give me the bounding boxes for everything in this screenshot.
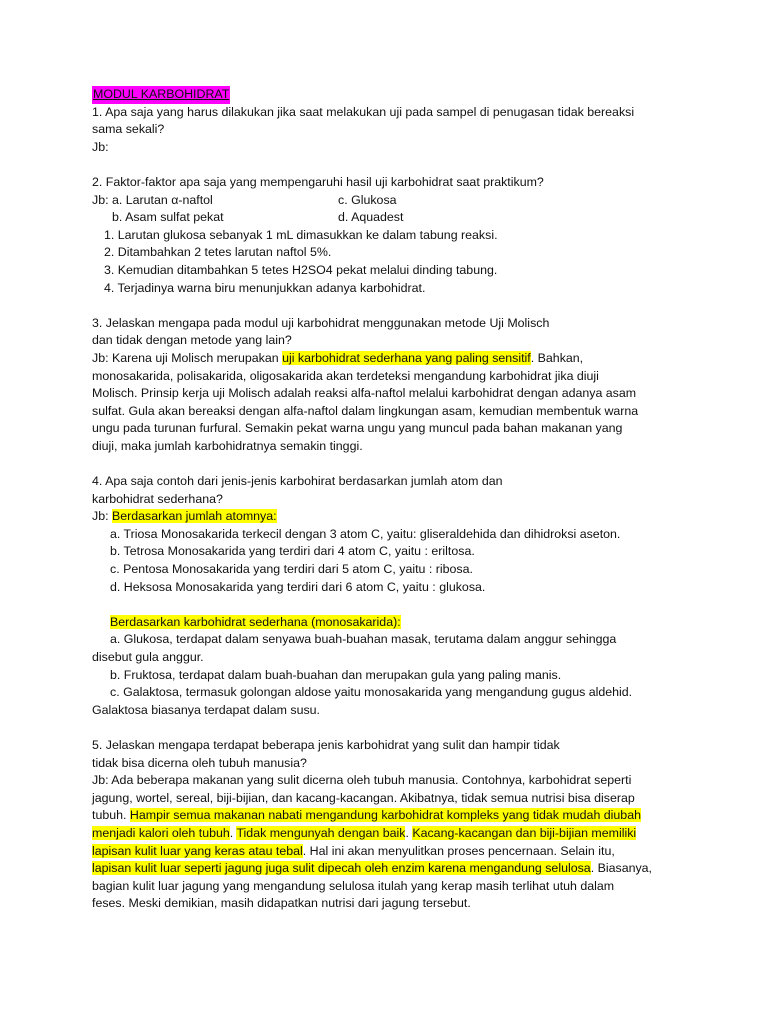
q5-answer-5 bbox=[92, 843, 682, 861]
q5-text: . Biasanya, bbox=[590, 861, 653, 876]
module-title: MODUL KARBOHIDRAT bbox=[92, 86, 230, 104]
q1-text-1: 1. Apa saja yang harus dilakukan jika saat melakukan uji pada sampel di penugasan tidak bereaksi bbox=[92, 104, 635, 119]
highlighted-text: Tidak mengunyah dengan baik bbox=[236, 825, 406, 840]
q2-steps-list bbox=[92, 227, 682, 297]
list-item: a. Triosa Monosakarida terkecil dengan 3 atom C, yaitu: gliseraldehida dan dihidroksi aseton. bbox=[110, 526, 621, 541]
list-item-continuation: disebut gula anggur. bbox=[92, 650, 204, 664]
q3-answer-3: Molisch. Prinsip kerja uji Molisch adalah reaksi alfa-naftol melalui karbohidrat dengan adanya asam bbox=[92, 386, 637, 401]
document-body bbox=[92, 86, 682, 913]
highlighted-text: menjadi kalori oleh tubuh bbox=[92, 825, 230, 840]
title-line bbox=[92, 86, 682, 104]
q1-text-2: sama sekali? bbox=[92, 122, 165, 137]
spacer bbox=[92, 297, 682, 315]
q5-question-2: tidak bisa dicerna oleh tubuh manusia? bbox=[92, 755, 307, 770]
q3-answer-2: monosakarida, polisakarida, oligosakarida akan terdeteksi mengandung karbohidrat jika diuji bbox=[92, 368, 599, 383]
q5-text: tubuh. bbox=[92, 808, 130, 823]
q5-answer-6 bbox=[92, 860, 682, 878]
q5-answer-4 bbox=[92, 825, 682, 843]
q5-answer-1: Jb: Ada beberapa makanan yang sulit dicerna oleh tubuh manusia. Contohnya, karbohidrat seperti bbox=[92, 773, 632, 788]
list-item: c. Galaktosa, termasuk golongan aldose yaitu monosakarida yang mengandung gugus aldehid. bbox=[110, 685, 633, 700]
highlighted-text: Kacang-kacangan dan biji-bijian memiliki bbox=[412, 825, 637, 840]
q5-text: . bbox=[405, 825, 413, 840]
q5-question-1: 5. Jelaskan mengapa terdapat beberapa jenis karbohidrat yang sulit dan hampir tidak bbox=[92, 737, 560, 752]
q2-options-row-2 bbox=[92, 209, 682, 227]
spacer bbox=[92, 719, 682, 737]
q3-answer-1 bbox=[92, 350, 682, 368]
q5-answer-7: bagian kulit luar jagung yang mengandung selulosa itulah yang kerap masih terlihat utuh dalam bbox=[92, 878, 615, 893]
q4-answer-heading-2 bbox=[92, 614, 682, 632]
q4-answer-heading-1 bbox=[92, 508, 682, 526]
q3-answer-suffix: . Bahkan, bbox=[530, 350, 584, 365]
q5-text: . bbox=[229, 825, 237, 840]
list-item: 3. Kemudian ditambahkan 5 tetes H2SO4 pekat melalui dinding tabung. bbox=[104, 262, 498, 277]
list-item: b. Tetrosa Monosakarida yang terdiri dari 4 atom C, yaitu : eriltosa. bbox=[110, 544, 475, 559]
list-item: 2. Ditambahkan 2 tetes larutan naftol 5%. bbox=[104, 245, 332, 260]
list-item: b. Fruktosa, terdapat dalam buah-buahan dan merupakan gula yang paling manis. bbox=[110, 667, 562, 682]
q5-text: . Hal ini akan menyulitkan proses pencernaan. Selain itu, bbox=[302, 843, 615, 858]
list-item: a. Glukosa, terdapat dalam senyawa buah-buahan masak, terutama dalam anggur sehingga bbox=[110, 632, 617, 647]
highlighted-text: Hampir semua makanan nabati mengandung karbohidrat kompleks yang tidak mudah diubah bbox=[129, 808, 641, 823]
list-item: 4. Terjadinya warna biru menunjukkan adanya karbohidrat. bbox=[104, 280, 426, 295]
q3-question-2: dan tidak dengan metode yang lain? bbox=[92, 333, 292, 348]
q2-options-row-1 bbox=[92, 192, 682, 210]
q5-answer-8: feses. Meski demikian, masih didapatkan nutrisi dari jagung tersebut. bbox=[92, 896, 471, 911]
q2-option-c: c. Glukosa bbox=[338, 192, 397, 207]
q3-answer-6: diuji, maka jumlah karbohidratnya semakin tinggi. bbox=[92, 438, 363, 453]
q3-answer-4: sulfat. Gula akan bereaksi dengan alfa-naftol dalam lingkungan asam, kemudian membentuk warna bbox=[92, 403, 639, 418]
q3-answer-5: ungu pada turunan furfural. Semakin pekat warna ungu yang muncul pada bahan makanan yang bbox=[92, 421, 623, 436]
highlighted-text: Berdasarkan karbohidrat sederhana (monosakarida): bbox=[110, 614, 401, 629]
list-item-continuation: Galaktosa biasanya terdapat dalam susu. bbox=[92, 702, 320, 717]
q5-answer-2: jagung, wortel, sereal, biji-bijian, dan kacang-kacangan. Akibatnya, tidak semua nutrisi bisa diserap bbox=[92, 790, 635, 805]
q2-question: 2. Faktor-faktor apa saja yang mempengaruhi hasil uji karbohidrat saat praktikum? bbox=[92, 174, 544, 189]
q5-answer-3 bbox=[92, 807, 682, 825]
list-item: d. Heksosa Monosakarida yang terdiri dari 6 atom C, yaitu : glukosa. bbox=[110, 579, 486, 594]
highlighted-text: Berdasarkan jumlah atomnya: bbox=[111, 509, 277, 524]
q2-option-a: Jb: a. Larutan α-naftol bbox=[92, 192, 213, 207]
q4-question-1: 4. Apa saja contoh dari jenis-jenis karbohirat berdasarkan jumlah atom dan bbox=[92, 474, 503, 489]
list-item: c. Pentosa Monosakarida yang terdiri dari 5 atom C, yaitu : ribosa. bbox=[110, 562, 473, 577]
list-item: 1. Larutan glukosa sebanyak 1 mL dimasukkan ke dalam tabung reaksi. bbox=[104, 227, 498, 242]
spacer bbox=[92, 596, 682, 614]
q3-answer-prefix: Jb: Karena uji Molisch merupakan bbox=[92, 350, 283, 365]
q2-option-b: b. Asam sulfat pekat bbox=[112, 210, 224, 225]
q4-question-2: karbohidrat sederhana? bbox=[92, 491, 223, 506]
q4-answer-prefix: Jb: bbox=[92, 509, 112, 524]
spacer bbox=[92, 156, 682, 174]
highlighted-text: lapisan kulit luar seperti jagung juga sulit dipecah oleh enzim karena mengandung selulosa bbox=[92, 861, 591, 876]
q2-option-d: d. Aquadest bbox=[338, 210, 404, 225]
highlighted-text: lapisan kulit luar yang keras atau tebal bbox=[92, 843, 303, 858]
highlighted-text: uji karbohidrat sederhana yang paling sensitif bbox=[282, 350, 531, 365]
spacer bbox=[92, 455, 682, 473]
q1-answer: Jb: bbox=[92, 139, 109, 154]
q3-question-1: 3. Jelaskan mengapa pada modul uji karbohidrat menggunakan metode Uji Molisch bbox=[92, 315, 550, 330]
